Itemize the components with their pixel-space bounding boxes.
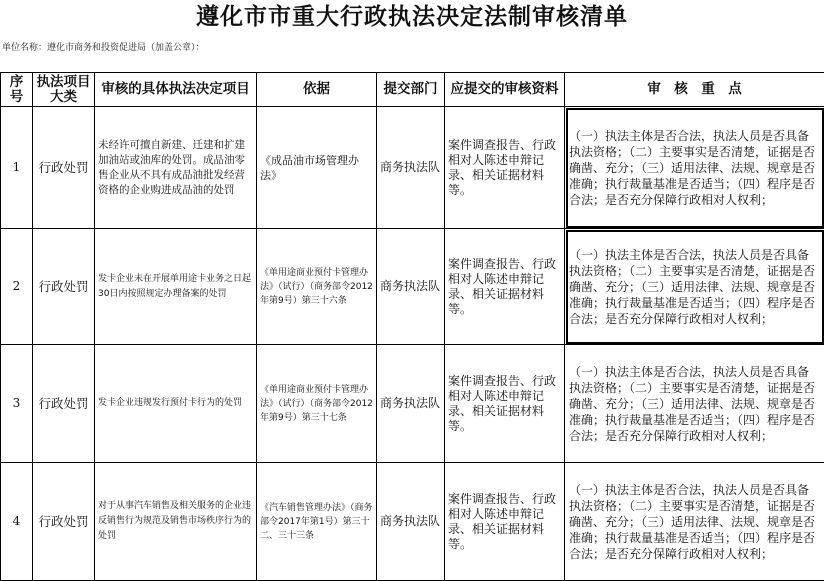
row-basis: 《成品油市场管理办法》 xyxy=(257,107,377,229)
row-category: 行政处罚 xyxy=(33,345,95,463)
row-materials: 案件调查报告、行政相对人陈述申辩记录、相关证据材料等。 xyxy=(445,463,565,581)
table-row xyxy=(1,107,824,229)
row-no: 2 xyxy=(1,229,33,345)
row-item: 发卡企业未在开展单用途卡业务之日起30日内按照规定办理备案的处罚 xyxy=(95,229,257,345)
document-title: 遵化市市重大行政执法决定法制审核清单 xyxy=(0,0,824,34)
unit-name-label: 单位名称：遵化市商务和投资促进局（加盖公章）： xyxy=(2,40,205,53)
row-basis: 《单用途商业预付卡管理办法》（试行）（商务部令2012年第9号）第三十七条 xyxy=(257,345,377,463)
table-row xyxy=(1,345,824,463)
row-materials: 案件调查报告、行政相对人陈述申辩记录、相关证据材料等。 xyxy=(445,345,565,463)
row-basis: 《单用途商业预付卡管理办法》（试行）（商务部令2012年第9号）第三十六条 xyxy=(257,229,377,345)
header-category: 执法项目大类 xyxy=(33,73,95,107)
row-no: 1 xyxy=(1,107,33,229)
row-dept: 商务执法队 xyxy=(377,345,445,463)
row-dept: 商务执法队 xyxy=(377,229,445,345)
row-no: 4 xyxy=(1,463,33,581)
row-category: 行政处罚 xyxy=(33,463,95,581)
row-materials: 案件调查报告、行政相对人陈述申辩记录、相关证据材料等。 xyxy=(445,229,565,345)
header-dept: 提交部门 xyxy=(377,73,445,107)
row-focus: （一）执法主体是否合法，执法人员是否具备执法资格；（二）主要事实是否清楚，证据是否确凿、充分；（三）适用法律、法规、规章是否准确；执行裁量基准是否适当；（四）程序是否合法；是否充分保障行政相对人权利； xyxy=(565,345,824,463)
row-item: 未经许可擅自新建、迁建和扩建加油站或油库的处罚。成品油零售企业从不具有成品油批发经营资格的企业购进成品油的处罚 xyxy=(95,107,257,229)
table-header-row xyxy=(1,73,824,107)
row-dept: 商务执法队 xyxy=(377,463,445,581)
row-focus: （一）执法主体是否合法，执法人员是否具备执法资格；（二）主要事实是否清楚，证据是否确凿、充分；（三）适用法律、法规、规章是否准确；执行裁量基准是否适当；（四）程序是否合法；是否充分保障行政相对人权利； xyxy=(565,229,824,345)
row-item: 发卡企业违规发行预付卡行为的处罚 xyxy=(95,345,257,463)
header-basis: 依据 xyxy=(257,73,377,107)
header-materials: 应提交的审核资料 xyxy=(445,73,565,107)
row-focus: （一）执法主体是否合法，执法人员是否具备执法资格；（二）主要事实是否清楚，证据是否确凿、充分；（三）适用法律、法规、规章是否准确；执行裁量基准是否适当；（四）程序是否合法；是否充分保障行政相对人权利； xyxy=(565,463,824,581)
row-dept: 商务执法队 xyxy=(377,107,445,229)
header-item: 审核的具体执法决定项目 xyxy=(95,73,257,107)
header-focus: 审 核 重 点 xyxy=(565,73,824,107)
table-row xyxy=(1,463,824,581)
row-category: 行政处罚 xyxy=(33,229,95,345)
row-basis: 《汽车销售管理办法》（商务部令2017年第1号）第三十二、三十三条 xyxy=(257,463,377,581)
table-row xyxy=(1,229,824,345)
row-focus: （一）执法主体是否合法，执法人员是否具备执法资格；（二）主要事实是否清楚，证据是否确凿、充分；（三）适用法律、法规、规章是否准确；执行裁量基准是否适当；（四）程序是否合法；是否充分保障行政相对人权利； xyxy=(565,107,824,229)
row-materials: 案件调查报告、行政相对人陈述申辩记录、相关证据材料等。 xyxy=(445,107,565,229)
row-category: 行政处罚 xyxy=(33,107,95,229)
row-item: 对于从事汽车销售及相关服务的企业违反销售行为规范及销售市场秩序行为的处罚 xyxy=(95,463,257,581)
row-no: 3 xyxy=(1,345,33,463)
review-list-table xyxy=(0,72,824,581)
header-no: 序号 xyxy=(1,73,33,107)
